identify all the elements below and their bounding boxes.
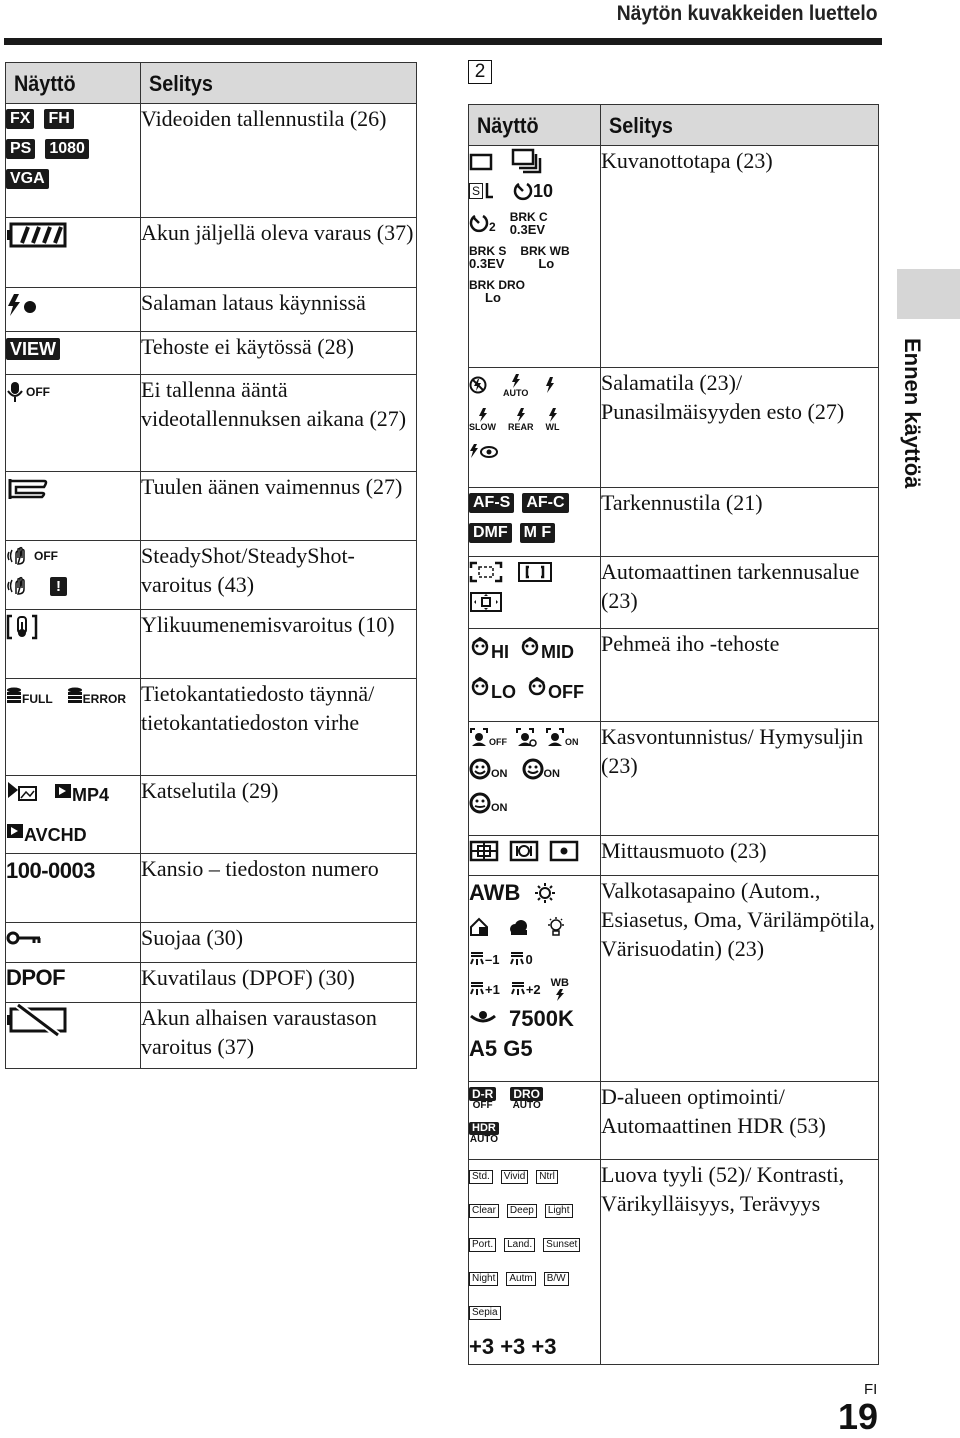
flash-charging-icon [6, 288, 140, 322]
soft-skin-hi-icon: HI [469, 637, 509, 661]
bracket-continuous-icon: BRK C 0.3EV [509, 209, 548, 237]
section-label-text: Ennen käyttöä [900, 338, 925, 489]
fluorescent-day-white-icon: +1 [469, 981, 500, 997]
description-cell: Salaman lataus käynnissä [141, 288, 417, 332]
playback-avchd-icon: AVCHD [6, 810, 140, 844]
dro-off-icon: D-R OFF [469, 1087, 496, 1111]
description-cell: Kuvanottotapa (23) [601, 146, 879, 368]
style-adjustments: +3 +3 +3 [469, 1334, 557, 1359]
style-sunset-icon: Sunset [543, 1238, 580, 1252]
center-focus-area-icon [517, 561, 553, 583]
steadyshot-off-icon: OFF [6, 541, 140, 571]
style-deep-icon: Deep [507, 1204, 537, 1218]
description-cell: Automaattinen tarkennusalue (23) [601, 557, 879, 629]
table-row [6, 375, 417, 472]
description-cell: Katselutila (29) [141, 776, 417, 854]
smile-shutter-on-icon: ON [469, 758, 508, 780]
wind-noise-icon [6, 472, 140, 506]
spot-metering-icon [549, 840, 579, 862]
fluorescent-cool-icon: 0 [509, 951, 532, 967]
column-header-display: Näyttö [469, 105, 601, 146]
kelvin-value: 7500K [509, 1006, 574, 1031]
soft-skin-lo-icon: LO [469, 677, 516, 701]
self-timer-2-icon: 2 [469, 213, 496, 233]
center-metering-icon [509, 840, 539, 862]
description-cell: Akun jäljellä oleva varaus (37) [141, 218, 417, 288]
table-row [469, 557, 879, 629]
description-cell: Kuvatilaus (DPOF) (30) [141, 963, 417, 1003]
description-cell: D-alueen optimointi/ Automaattinen HDR (53) [601, 1082, 879, 1160]
description-cell: Tuulen äänen vaimennus (27) [141, 472, 417, 541]
description-cell: Luova tyyli (52)/ Kontrasti, Värikylläisyys, Terävyys [601, 1160, 879, 1365]
style-light-icon: Light [545, 1204, 573, 1218]
dro-auto-icon: DRO AUTO [510, 1087, 543, 1111]
left-icon-table [5, 62, 417, 1069]
playback-still-icon [6, 780, 38, 807]
battery-empty-icon [6, 1003, 140, 1037]
view-off-icon: VIEW [6, 338, 60, 360]
single-shot-icon [469, 151, 493, 171]
bracket-wb-icon: BRK WB Lo [520, 243, 570, 271]
flash-wireless-icon: WL [546, 407, 560, 432]
self-timer-10-icon: 10 [513, 181, 553, 201]
flash-wb-icon: WB [551, 978, 569, 1001]
speed-priority-continuous-icon: S [469, 181, 495, 201]
shade-icon [469, 917, 493, 937]
column-header-description: Selitys [601, 105, 879, 146]
table-row [469, 1160, 879, 1365]
column-marker: 2 [468, 60, 492, 84]
table-row [6, 776, 417, 854]
face-detection-off-icon: OFF [469, 727, 507, 747]
table-row [6, 1003, 417, 1069]
cloudy-icon [507, 917, 531, 937]
face-registered-icon [515, 727, 537, 747]
flash-rear-sync-icon: REAR [508, 407, 534, 432]
description-cell: Ei tallenna ääntä videotallennuksen aikana (27) [141, 375, 417, 472]
table-row [6, 610, 417, 679]
style-standard-icon: Std. [469, 1170, 493, 1184]
database-full-icon: FULL [6, 687, 53, 705]
movie-vga-icon: VGA [6, 169, 49, 189]
soft-skin-mid-icon: MID [519, 637, 574, 661]
style-clear-icon: Clear [469, 1204, 499, 1218]
description-cell: SteadyShot/SteadyShot-varoitus (43) [141, 541, 417, 610]
table-row [469, 146, 879, 368]
flash-auto-icon: AUTO [503, 373, 528, 398]
style-sepia-icon: Sepia [469, 1306, 501, 1320]
description-cell: Pehmeä iho -tehoste [601, 629, 879, 722]
table-row [6, 923, 417, 963]
flexible-spot-icon [469, 591, 503, 613]
database-error-icon: ERROR [67, 687, 126, 705]
overheat-icon [6, 610, 140, 644]
wide-focus-area-icon [469, 561, 503, 583]
red-eye-reduction-icon [469, 436, 600, 466]
table-row [469, 629, 879, 722]
table-row [6, 963, 417, 1003]
description-cell: Ylikuumenemisvaroitus (10) [141, 610, 417, 679]
description-cell: Mittausmuoto (23) [601, 836, 879, 876]
continuous-shot-icon [511, 148, 543, 174]
description-cell: Kansio – tiedoston numero [141, 854, 417, 923]
mic-off-icon: OFF [6, 375, 140, 409]
movie-1080-icon: 1080 [45, 139, 89, 159]
smile-shutter-on-2-icon: ON [522, 758, 561, 780]
page-number: 19 [838, 1396, 879, 1437]
page-header-title: Näytön kuvakkeiden luettelo [617, 2, 878, 25]
fluorescent-warm-icon: –1 [469, 951, 499, 967]
table-row [469, 876, 879, 1082]
table-row [6, 104, 417, 218]
table-row [469, 488, 879, 557]
header-rule [4, 38, 882, 45]
face-detection-on-icon: ON [545, 727, 579, 747]
movie-ps-icon: PS [6, 139, 35, 159]
table-row [469, 836, 879, 876]
description-cell: Suojaa (30) [141, 923, 417, 963]
flash-fill-icon [544, 376, 556, 394]
description-cell: Tietokantatiedosto täynnä/ tietokantatiedoston virhe [141, 679, 417, 776]
table-row [6, 218, 417, 288]
color-temperature-icon [469, 1010, 497, 1028]
folder-file-number: 100-0003 [6, 858, 95, 883]
style-landscape-icon: Land. [504, 1238, 535, 1252]
movie-fh-icon: FH [44, 109, 73, 129]
style-neutral-icon: Ntrl [536, 1170, 558, 1184]
fluorescent-daylight-icon: +2 [510, 981, 541, 997]
table-row [6, 541, 417, 610]
incandescent-icon [545, 916, 567, 938]
dpof-icon: DPOF [6, 965, 66, 990]
af-c-icon: AF-C [522, 493, 568, 513]
soft-skin-off-icon: OFF [526, 677, 584, 701]
dmf-icon: DMF [469, 523, 512, 543]
table-row [469, 722, 879, 836]
table-row [6, 472, 417, 541]
bracket-dro-icon: BRK DRO Lo [469, 277, 525, 305]
protect-key-icon [6, 923, 140, 953]
steadyshot-warning-icon: ! [6, 571, 140, 601]
table-row [6, 288, 417, 332]
auto-white-balance-icon: AWB [469, 880, 521, 905]
section-tab [897, 269, 960, 319]
flash-off-icon [469, 376, 487, 394]
style-bw-icon: B/W [544, 1272, 569, 1286]
af-s-icon: AF-S [469, 493, 514, 513]
style-night-icon: Night [469, 1272, 498, 1286]
movie-fx-icon: FX [6, 109, 34, 129]
flash-slow-sync-icon: SLOW [469, 407, 496, 432]
style-vivid-icon: Vivid [501, 1170, 529, 1184]
description-cell: Akun alhaisen varaustason varoitus (37) [141, 1003, 417, 1069]
table-row [6, 332, 417, 375]
section-label [893, 338, 933, 503]
description-cell: Kasvontunnistus/ Hymysuljin (23) [601, 722, 879, 836]
battery-full-icon [6, 218, 140, 252]
style-portrait-icon: Port. [469, 1238, 496, 1252]
daylight-icon [534, 882, 556, 904]
table-header-row [6, 63, 417, 104]
column-header-display: Näyttö [6, 63, 141, 104]
table-row [469, 368, 879, 488]
table-header-row [469, 105, 879, 146]
table-row [6, 854, 417, 923]
description-cell: Salamatila (23)/ Punasilmäisyyden esto (27) [601, 368, 879, 488]
playback-mp4-icon: MP4 [54, 782, 109, 804]
page-language: FI [864, 1381, 878, 1398]
style-autumn-icon: Autm [506, 1272, 535, 1286]
description-cell: Videoiden tallennustila (26) [141, 104, 417, 218]
column-header-description: Selitys [141, 63, 417, 104]
table-row [6, 679, 417, 776]
table-row [469, 1082, 879, 1160]
color-filter-value: A5 G5 [469, 1036, 533, 1061]
description-cell: Tarkennustila (21) [601, 488, 879, 557]
icon-cell [6, 104, 141, 218]
bracket-single-icon: BRK S 0.3EV [469, 243, 507, 271]
multi-metering-icon [469, 840, 499, 862]
right-icon-table [468, 104, 879, 1365]
description-cell: Valkotasapaino (Autom., Esiasetus, Oma, Värilämpötila, Värisuodatin) (23) [601, 876, 879, 1082]
manual-focus-icon: M F [520, 523, 556, 543]
description-cell: Tehoste ei käytössä (28) [141, 332, 417, 375]
smile-shutter-on-3-icon: ON [469, 792, 508, 814]
hdr-auto-icon: HDR AUTO [469, 1121, 498, 1145]
